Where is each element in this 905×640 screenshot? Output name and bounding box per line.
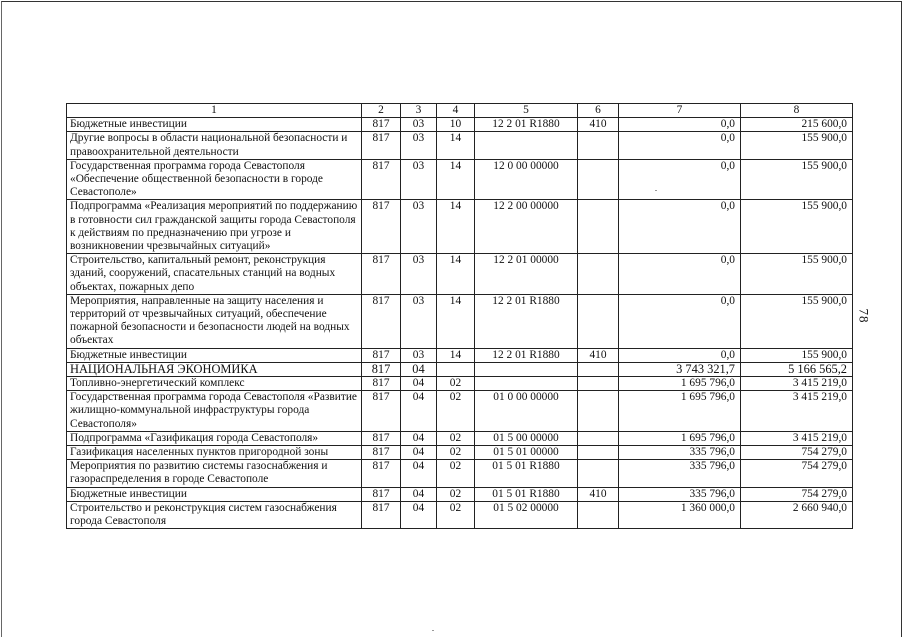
expense-type-cell: 410 — [578, 118, 619, 132]
amount-col7-cell: 1 695 796,0 — [619, 391, 741, 432]
expense-type-cell — [578, 294, 619, 348]
target-article-cell: 01 0 00 00000 — [475, 391, 578, 432]
ministry-code-cell: 817 — [362, 431, 401, 445]
amount-col8-cell: 155 900,0 — [741, 348, 853, 362]
amount-col7-cell: 0,0 — [619, 118, 741, 132]
expense-type-cell: 410 — [578, 487, 619, 501]
ministry-code-cell: 817 — [362, 446, 401, 460]
subsection-code-cell: 14 — [437, 200, 475, 254]
subsection-code-cell: 14 — [437, 132, 475, 159]
ministry-code-cell: 817 — [362, 501, 401, 528]
ministry-code-cell: 817 — [362, 487, 401, 501]
row-name-cell: Подпрограмма «Газификация города Севастополя» — [67, 431, 362, 445]
row-name-cell: Подпрограмма «Реализация мероприятий по поддержанию в готовности сил гражданской защиты города Севастополя к действиям по предназначению при угрозе и возникновении чрезвычайных ситуаций» — [67, 200, 362, 254]
section-code-cell: 04 — [401, 460, 437, 487]
target-article-cell — [475, 377, 578, 391]
amount-col8-cell: 155 900,0 — [741, 132, 853, 159]
amount-col8-cell: 5 166 565,2 — [741, 362, 853, 376]
column-header: 2 — [362, 104, 401, 118]
amount-col8-cell: 155 900,0 — [741, 200, 853, 254]
amount-col8-cell: 3 415 219,0 — [741, 377, 853, 391]
expense-type-cell — [578, 200, 619, 254]
target-article-cell: 12 2 01 R1880 — [475, 294, 578, 348]
target-article-cell: 12 0 00 00000 — [475, 159, 578, 200]
table-row — [67, 294, 853, 348]
section-code-cell: 03 — [401, 118, 437, 132]
table-row — [67, 377, 853, 391]
target-article-cell: 01 5 02 00000 — [475, 501, 578, 528]
subsection-code-cell: 14 — [437, 348, 475, 362]
amount-col7-cell: 0,0 — [619, 294, 741, 348]
ministry-code-cell: 817 — [362, 159, 401, 200]
row-name-cell: Мероприятия, направленные на защиту населения и территорий от чрезвычайных ситуаций, обеспечение пожарной безопасности и безопасности людей на водных объектах — [67, 294, 362, 348]
amount-col8-cell: 215 600,0 — [741, 118, 853, 132]
scan-speck — [655, 190, 657, 191]
table-row — [67, 487, 853, 501]
row-name-cell: Топливно-энергетический комплекс — [67, 377, 362, 391]
section-code-cell: 03 — [401, 348, 437, 362]
column-header: 5 — [475, 104, 578, 118]
scan-speck — [432, 630, 434, 631]
budget-table — [66, 103, 853, 529]
row-name-cell: Газификация населенных пунктов пригородной зоны — [67, 446, 362, 460]
column-header: 1 — [67, 104, 362, 118]
column-header: 4 — [437, 104, 475, 118]
ministry-code-cell: 817 — [362, 132, 401, 159]
table-row — [67, 501, 853, 528]
expense-type-cell — [578, 431, 619, 445]
amount-col7-cell: 0,0 — [619, 348, 741, 362]
section-code-cell: 04 — [401, 446, 437, 460]
amount-col7-cell: 335 796,0 — [619, 460, 741, 487]
ministry-code-cell: 817 — [362, 118, 401, 132]
table-row — [67, 118, 853, 132]
subsection-code-cell: 02 — [437, 377, 475, 391]
expense-type-cell — [578, 391, 619, 432]
ministry-code-cell: 817 — [362, 254, 401, 295]
section-code-cell: 03 — [401, 200, 437, 254]
amount-col7-cell: 1 695 796,0 — [619, 431, 741, 445]
amount-col8-cell: 155 900,0 — [741, 294, 853, 348]
target-article-cell: 01 5 01 R1880 — [475, 487, 578, 501]
amount-col7-cell: 0,0 — [619, 254, 741, 295]
subsection-code-cell: 14 — [437, 159, 475, 200]
section-code-cell: 04 — [401, 487, 437, 501]
target-article-cell — [475, 362, 578, 376]
section-code-cell: 03 — [401, 132, 437, 159]
amount-col8-cell: 155 900,0 — [741, 254, 853, 295]
table-row — [67, 362, 853, 376]
amount-col7-cell: 3 743 321,7 — [619, 362, 741, 376]
section-code-cell: 04 — [401, 362, 437, 376]
amount-col8-cell: 3 415 219,0 — [741, 391, 853, 432]
table-row — [67, 431, 853, 445]
table-row — [67, 132, 853, 159]
table-row — [67, 348, 853, 362]
amount-col7-cell: 0,0 — [619, 200, 741, 254]
section-code-cell: 03 — [401, 254, 437, 295]
column-header: 3 — [401, 104, 437, 118]
row-name-cell: Бюджетные инвестиции — [67, 487, 362, 501]
amount-col8-cell: 2 660 940,0 — [741, 501, 853, 528]
column-header: 6 — [578, 104, 619, 118]
expense-type-cell — [578, 377, 619, 391]
table-row — [67, 460, 853, 487]
column-header: 8 — [741, 104, 853, 118]
row-name-cell: Бюджетные инвестиции — [67, 118, 362, 132]
target-article-cell — [475, 132, 578, 159]
subsection-code-cell: 02 — [437, 446, 475, 460]
table-row — [67, 200, 853, 254]
ministry-code-cell: 817 — [362, 377, 401, 391]
amount-col7-cell: 1 360 000,0 — [619, 501, 741, 528]
amount-col8-cell: 754 279,0 — [741, 446, 853, 460]
amount-col7-cell: 1 695 796,0 — [619, 377, 741, 391]
section-code-cell: 04 — [401, 391, 437, 432]
expense-type-cell — [578, 362, 619, 376]
expense-type-cell — [578, 132, 619, 159]
page-number: 78 — [856, 308, 872, 324]
row-name-cell: Мероприятия по развитию системы газоснабжения и газораспределения в городе Севастополе — [67, 460, 362, 487]
subsection-code-cell: 14 — [437, 254, 475, 295]
table-row — [67, 254, 853, 295]
section-code-cell: 04 — [401, 377, 437, 391]
ministry-code-cell: 817 — [362, 460, 401, 487]
column-header: 7 — [619, 104, 741, 118]
ministry-code-cell: 817 — [362, 294, 401, 348]
amount-col7-cell: 0,0 — [619, 132, 741, 159]
row-name-cell: НАЦИОНАЛЬНАЯ ЭКОНОМИКА — [67, 362, 362, 376]
amount-col7-cell: 335 796,0 — [619, 446, 741, 460]
target-article-cell: 01 5 01 R1880 — [475, 460, 578, 487]
subsection-code-cell: 02 — [437, 460, 475, 487]
row-name-cell: Государственная программа города Севастополя «Обеспечение общественной безопасности в городе Севастополе» — [67, 159, 362, 200]
row-name-cell: Строительство и реконструкция систем газоснабжения города Севастополя — [67, 501, 362, 528]
expense-type-cell — [578, 460, 619, 487]
target-article-cell: 12 2 01 00000 — [475, 254, 578, 295]
section-code-cell: 04 — [401, 501, 437, 528]
target-article-cell: 01 5 00 00000 — [475, 431, 578, 445]
row-name-cell: Строительство, капитальный ремонт, реконструкция зданий, сооружений, спасательных станций на водных объектах, пожарных депо — [67, 254, 362, 295]
amount-col8-cell: 155 900,0 — [741, 159, 853, 200]
subsection-code-cell: 02 — [437, 487, 475, 501]
subsection-code-cell: 14 — [437, 294, 475, 348]
amount-col8-cell: 754 279,0 — [741, 460, 853, 487]
subsection-code-cell: 02 — [437, 431, 475, 445]
subsection-code-cell: 10 — [437, 118, 475, 132]
section-code-cell: 03 — [401, 294, 437, 348]
table-row — [67, 159, 853, 200]
expense-type-cell — [578, 501, 619, 528]
target-article-cell: 12 2 00 00000 — [475, 200, 578, 254]
expense-type-cell — [578, 159, 619, 200]
ministry-code-cell: 817 — [362, 391, 401, 432]
expense-type-cell — [578, 446, 619, 460]
subsection-code-cell: 02 — [437, 501, 475, 528]
subsection-code-cell: 02 — [437, 391, 475, 432]
section-code-cell: 04 — [401, 431, 437, 445]
amount-col7-cell: 335 796,0 — [619, 487, 741, 501]
table-header-row — [67, 104, 853, 118]
subsection-code-cell — [437, 362, 475, 376]
amount-col8-cell: 754 279,0 — [741, 487, 853, 501]
ministry-code-cell: 817 — [362, 362, 401, 376]
row-name-cell: Бюджетные инвестиции — [67, 348, 362, 362]
target-article-cell: 12 2 01 R1880 — [475, 348, 578, 362]
row-name-cell: Государственная программа города Севастополя «Развитие жилищно-коммунальной инфраструктуры города Севастополя» — [67, 391, 362, 432]
amount-col7-cell: 0,0 — [619, 159, 741, 200]
row-name-cell: Другие вопросы в области национальной безопасности и правоохранительной деятельности — [67, 132, 362, 159]
target-article-cell: 12 2 01 R1880 — [475, 118, 578, 132]
section-code-cell: 03 — [401, 159, 437, 200]
expense-type-cell: 410 — [578, 348, 619, 362]
ministry-code-cell: 817 — [362, 348, 401, 362]
table-row — [67, 391, 853, 432]
amount-col8-cell: 3 415 219,0 — [741, 431, 853, 445]
table-row — [67, 446, 853, 460]
expense-type-cell — [578, 254, 619, 295]
ministry-code-cell: 817 — [362, 200, 401, 254]
target-article-cell: 01 5 01 00000 — [475, 446, 578, 460]
